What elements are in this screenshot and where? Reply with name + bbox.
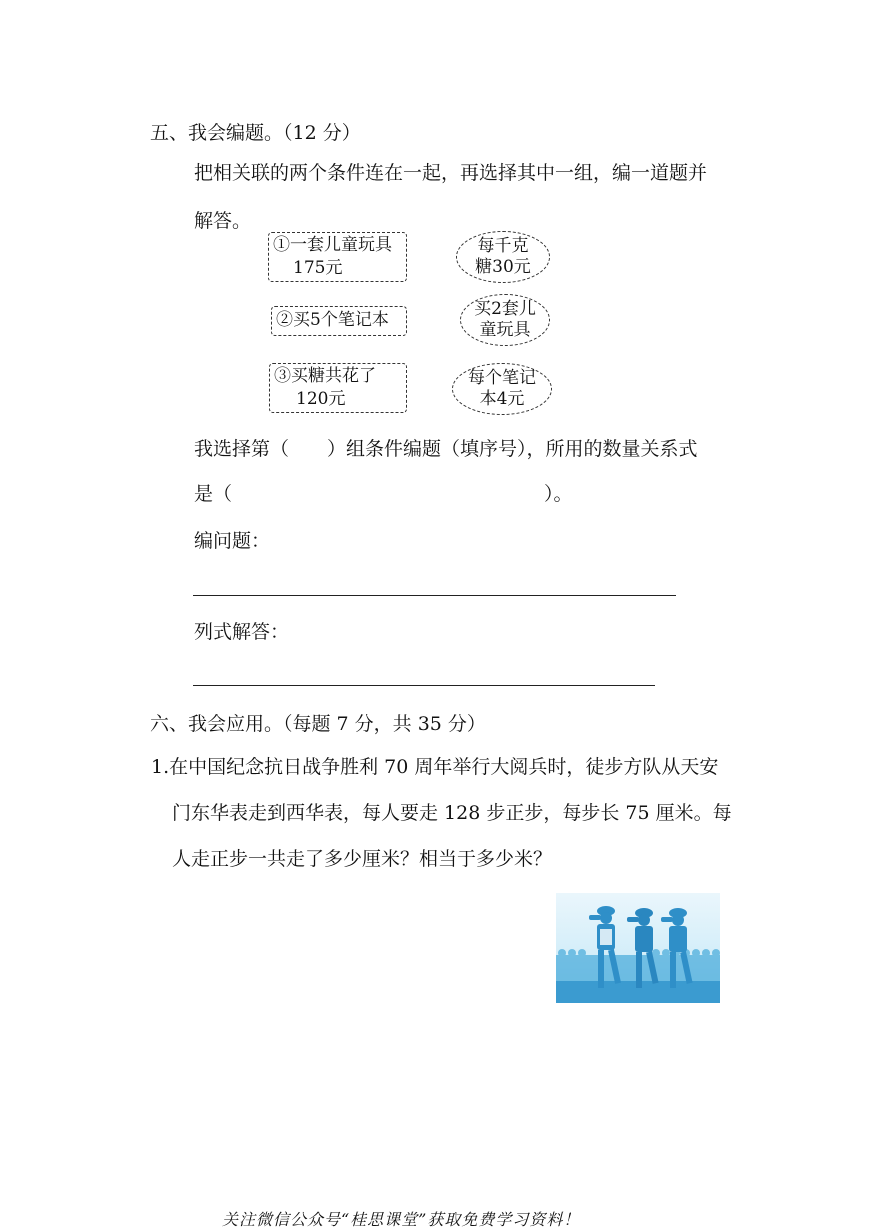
solve-answer-line bbox=[193, 685, 655, 686]
problem1-line1: 1.在中国纪念抗日战争胜利 70 周年举行大阅兵时，徒步方队从天安 bbox=[151, 756, 719, 778]
condition-box-1-line2: 175元 bbox=[293, 258, 343, 278]
condition-box-3 bbox=[269, 363, 407, 413]
ask-label: 编问题： bbox=[194, 530, 271, 552]
footer-note: 关注微信公众号“桂思课堂”获取免费学习资料！ bbox=[222, 1210, 581, 1229]
problem1-line2: 门东华表走到西华表，每人要走 128 步正步，每步长 75 厘米。每 bbox=[172, 802, 732, 824]
condition-oval-1 bbox=[456, 231, 550, 283]
problem1-line3: 人走正步一共走了多少厘米？相当于多少米？ bbox=[172, 848, 553, 870]
section5-heading: 五、我会编题。（12 分） bbox=[150, 122, 361, 144]
solve-label: 列式解答： bbox=[194, 621, 290, 643]
choice-line2-end: ）。 bbox=[544, 483, 573, 505]
condition-oval-3 bbox=[452, 363, 552, 415]
choice-line1: 我选择第（ ）组条件编题（填序号），所用的数量关系式 bbox=[194, 438, 698, 460]
condition-oval-1-line1: 每千克 bbox=[477, 236, 529, 256]
condition-box-3-line2: 120元 bbox=[296, 389, 346, 409]
condition-box-2-line1: ②买5个笔记本 bbox=[276, 310, 389, 330]
choice-line2-start: 是（ bbox=[194, 483, 233, 505]
condition-box-1-line1: ①一套儿童玩具 bbox=[273, 235, 392, 255]
condition-oval-2-line1: 买2套儿 bbox=[474, 299, 536, 319]
section6-heading: 六、我会应用。（每题 7 分，共 35 分） bbox=[150, 713, 486, 735]
marching-soldiers-photo bbox=[556, 893, 720, 1003]
ask-answer-line bbox=[193, 595, 676, 596]
condition-box-1 bbox=[268, 232, 407, 282]
condition-box-2 bbox=[271, 306, 407, 336]
condition-oval-3-line1: 每个笔记 bbox=[468, 368, 536, 388]
section5-instruction-line1: 把相关联的两个条件连在一起，再选择其中一组，编一道题并 bbox=[194, 162, 708, 184]
section5-instruction-line2: 解答。 bbox=[194, 210, 252, 232]
marching-soldiers-illustration bbox=[556, 893, 720, 1003]
condition-oval-2-line2: 童玩具 bbox=[479, 320, 531, 340]
condition-box-3-line1: ③买糖共花了 bbox=[274, 366, 376, 386]
condition-oval-3-line2: 本4元 bbox=[479, 389, 525, 409]
condition-oval-1-line2: 糖30元 bbox=[475, 257, 531, 277]
condition-oval-2 bbox=[460, 294, 550, 346]
